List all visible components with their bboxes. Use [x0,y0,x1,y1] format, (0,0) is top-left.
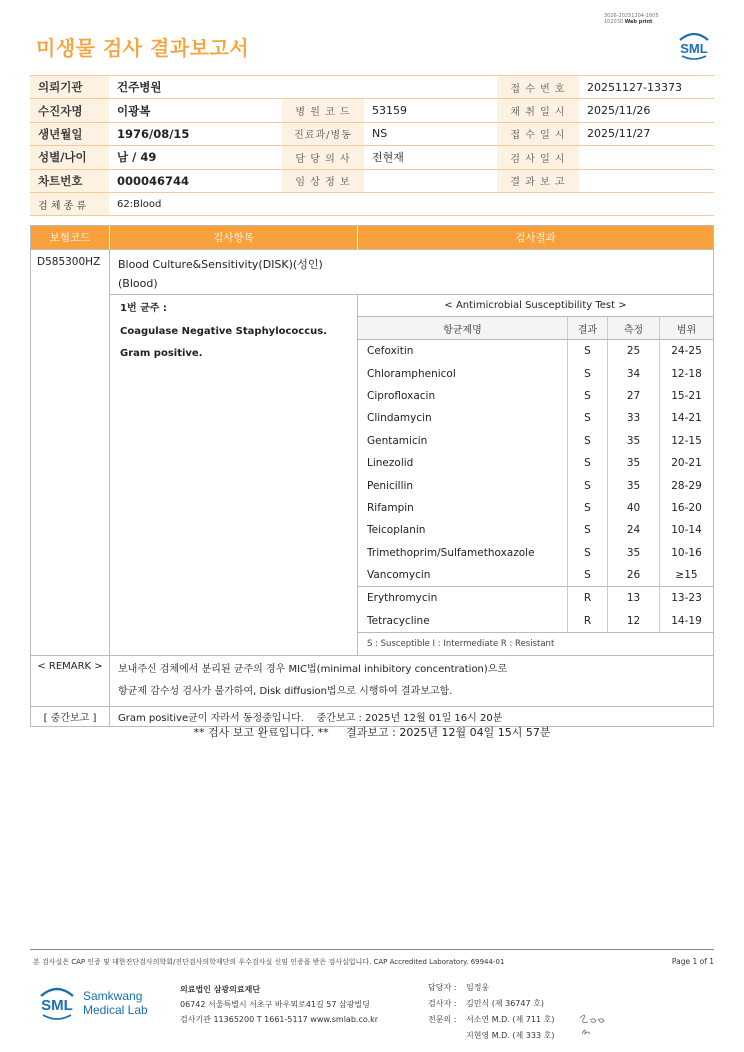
staff-block [428,980,554,1044]
patient-label: 수진자명 [30,99,109,122]
patient-info-table [30,75,714,216]
staff-name: 서소연 M.D. (제 711 호) [466,1015,555,1024]
organism-info [110,295,358,655]
specimen: 62:Blood [109,192,282,215]
certification-text: 본 검사실은 CAP 인증 및 대한진단검사의학회/진단검사의학재단의 우수검사실 신임 인증을 받은 검사실입니다. CAP Accredited Laboratory. 69944-01 [33,958,505,966]
drug-range: 20-21 [671,457,702,470]
page-number: Page 1 of 1 [671,957,714,966]
test-date [579,146,714,169]
results-header [31,226,713,249]
department-label: 진료과/병동 [282,122,364,145]
hospital-code: 53159 [364,99,497,122]
remark-line2: 항균제 감수성 검사가 불가하여, Disk diffusion법으로 시행하여 결과보고함. [118,686,453,698]
receipt-no-label: 접 수 번 호 [497,76,579,99]
staff-role: 전문의 : [428,1015,457,1024]
drug-result: S [568,497,608,519]
department: NS [364,122,497,145]
drug-result: S [568,452,608,474]
drug-measure: 27 [608,385,660,407]
drug-range: 16-20 [671,501,702,514]
remark-label: < REMARK > [31,656,110,706]
staff-name: 임정웅 [466,983,490,992]
drug-result: S [568,407,608,429]
drug-measure: 33 [608,407,660,429]
drug-name: Clindamycin [358,407,568,429]
staff-name: 지현영 M.D. (제 333 호) [466,1031,555,1040]
ast-drug-row [358,407,713,429]
top-meta-line1: 3026-20251204-1605 [604,13,659,19]
drug-range: 10-14 [671,524,702,537]
drug-name: Gentamicin [358,430,568,452]
drug-name: Vancomycin [358,564,568,586]
drug-range: 14-21 [671,412,702,425]
footer-divider [30,949,714,950]
drug-range: 12-18 [671,367,702,380]
sex-age: 남 / 49 [109,146,282,169]
results-table [30,225,714,727]
ast-drug-row [358,385,713,407]
clinical-info [364,169,497,192]
drug-result: S [568,430,608,452]
ast-resistant-rows [358,586,713,632]
staff-role [428,1028,466,1044]
svg-text:Medical Lab: Medical Lab [83,1003,148,1017]
drug-result: R [568,587,608,609]
samkwang-logo [37,980,157,1026]
chart-no-label: 차트번호 [30,169,109,192]
doctor-label: 담 당 의 사 [282,146,364,169]
drug-name: Ciprofloxacin [358,385,568,407]
sml-logo [674,26,714,62]
staff-role: 담당자 : [428,983,457,992]
ast-drug-row [358,340,713,362]
drug-name: Cefoxitin [358,340,568,362]
drug-measure: 34 [608,362,660,384]
test-name [110,250,713,295]
organism-label: 1번 균주 : [120,303,167,314]
drug-name: Chloramphenicol [358,362,568,384]
lab-contact: 검사기관 11365200 T 1661-5117 www.smlab.co.kr [180,1015,379,1024]
drug-range: 10-16 [671,546,702,559]
staff-name: 김민식 (제 36747 호) [466,999,544,1008]
remark-line1: 보내주신 검체에서 분리된 균주의 경우 MIC법(minimal inhibitory concentration)으로 [118,664,508,676]
drug-result: S [568,519,608,541]
ast-drug-row [358,542,713,564]
remark-row [31,655,713,706]
report-label: 결 과 보 고 [497,169,579,192]
drug-name: Trimethoprim/Sulfamethoxazole [358,542,568,564]
drug-measure: 24 [608,519,660,541]
ast-drug-row [358,564,713,586]
patient-name: 이광복 [109,99,282,122]
drug-range: 14-19 [671,614,702,627]
drug-measure: 35 [608,430,660,452]
test-name-line2: (Blood) [118,277,158,290]
ast-drug-rows [358,340,713,586]
ast-col-range: 범위 [676,324,697,336]
drug-name: Erythromycin [358,587,568,609]
top-meta-web-print: Web print [624,19,653,25]
ast-drug-row [358,519,713,541]
col-item-header: 검사항목 [110,226,358,249]
drug-range: 15-21 [671,389,702,402]
clinical-info-label: 임 상 정 보 [282,169,364,192]
report-title: 미생물 검사 결과보고서 [36,36,250,60]
svg-text:SML: SML [41,997,73,1014]
col-code-header: 보험코드 [31,226,110,249]
drug-range: 13-23 [671,592,702,605]
insurance-code: D585300HZ [31,250,110,655]
ast-drug-row [358,610,713,632]
staff-role: 검사자 : [428,999,457,1008]
top-meta-code: 102030 [604,19,624,25]
interim-label: [ 중간보고 ] [31,707,110,726]
completion-notice: ** 검사 보고 완료입니다. ** 결과보고 : 2025년 12월 04일 15시 57분 [193,726,551,739]
ast-drug-row [358,497,713,519]
drug-name: Teicoplanin [358,519,568,541]
receipt-date: 2025/11/27 [579,122,714,145]
drug-name: Linezolid [358,452,568,474]
drug-result: S [568,564,608,586]
top-meta [604,13,659,25]
drug-name: Penicillin [358,474,568,496]
ast-col-result: 결과 [568,317,608,339]
drug-range: 24-25 [671,345,702,358]
drug-range: 12-15 [671,434,702,447]
ast-col-measure: 측정 [608,317,660,339]
report-value [579,169,714,192]
receipt-no: 20251127-13373 [579,76,714,99]
drug-result: S [568,542,608,564]
drug-measure: 40 [608,497,660,519]
drug-result: S [568,340,608,362]
chart-no: 000046744 [109,169,282,192]
organism-name: Coagulase Negative Staphylococcus. [120,325,328,337]
drug-range: 28-29 [671,479,702,492]
ast-header-row [358,317,713,340]
organism-gram: Gram positive. [120,348,203,359]
drug-result: S [568,362,608,384]
drug-result: S [568,474,608,496]
lab-org-name: 의료법인 삼광의료재단 [180,985,261,994]
ast-col-drug: 항균제명 [358,317,568,339]
drug-result: R [568,610,608,632]
ast-drug-row [358,362,713,384]
interim-text: Gram positive균이 자라서 동정중입니다. 중간보고 : 2025년 12월 01일 16시 20분 [118,713,503,725]
ast-legend: S : Susceptible I : Intermediate R : Resistant [358,632,713,655]
ast-title: < Antimicrobial Susceptibility Test > [358,295,713,317]
hospital-code-label: 병 원 코 드 [282,99,364,122]
drug-measure: 12 [608,610,660,632]
dob: 1976/08/15 [109,122,282,145]
requesting-org-label: 의뢰기관 [30,76,109,99]
ast-drug-row [358,587,713,609]
receipt-date-label: 접 수 일 시 [497,122,579,145]
svg-text:Samkwang: Samkwang [83,989,143,1003]
drug-measure: 35 [608,474,660,496]
drug-name: Rifampin [358,497,568,519]
drug-measure: 25 [608,340,660,362]
svg-text:SML: SML [680,41,708,56]
lab-address-block [180,982,378,1027]
ast-drug-row [358,474,713,496]
doctor-signature [576,1008,608,1040]
sex-age-label: 성별/나이 [30,146,109,169]
col-result-header: 검사결과 [515,232,556,244]
drug-measure: 35 [608,542,660,564]
ast-drug-row [358,430,713,452]
test-date-label: 검 사 일 시 [497,146,579,169]
lab-address: 06742 서울특별시 서초구 바우뫼로41길 57 삼광빌딩 [180,1000,370,1009]
drug-measure: 13 [608,587,660,609]
test-name-line1: Blood Culture&Sensitivity(DISK)(성인) [118,258,323,271]
requesting-org: 건주병원 [109,76,282,99]
doctor: 전현재 [364,146,497,169]
drug-measure: 26 [608,564,660,586]
drug-result: S [568,385,608,407]
drug-range: ≥15 [675,569,698,582]
ast-table [358,295,713,655]
dob-label: 생년월일 [30,122,109,145]
drug-name: Tetracycline [358,610,568,632]
collection-date: 2025/11/26 [579,99,714,122]
drug-measure: 35 [608,452,660,474]
collection-date-label: 채 취 일 시 [497,99,579,122]
specimen-label: 검 체 종 류 [30,192,109,215]
ast-drug-row [358,452,713,474]
